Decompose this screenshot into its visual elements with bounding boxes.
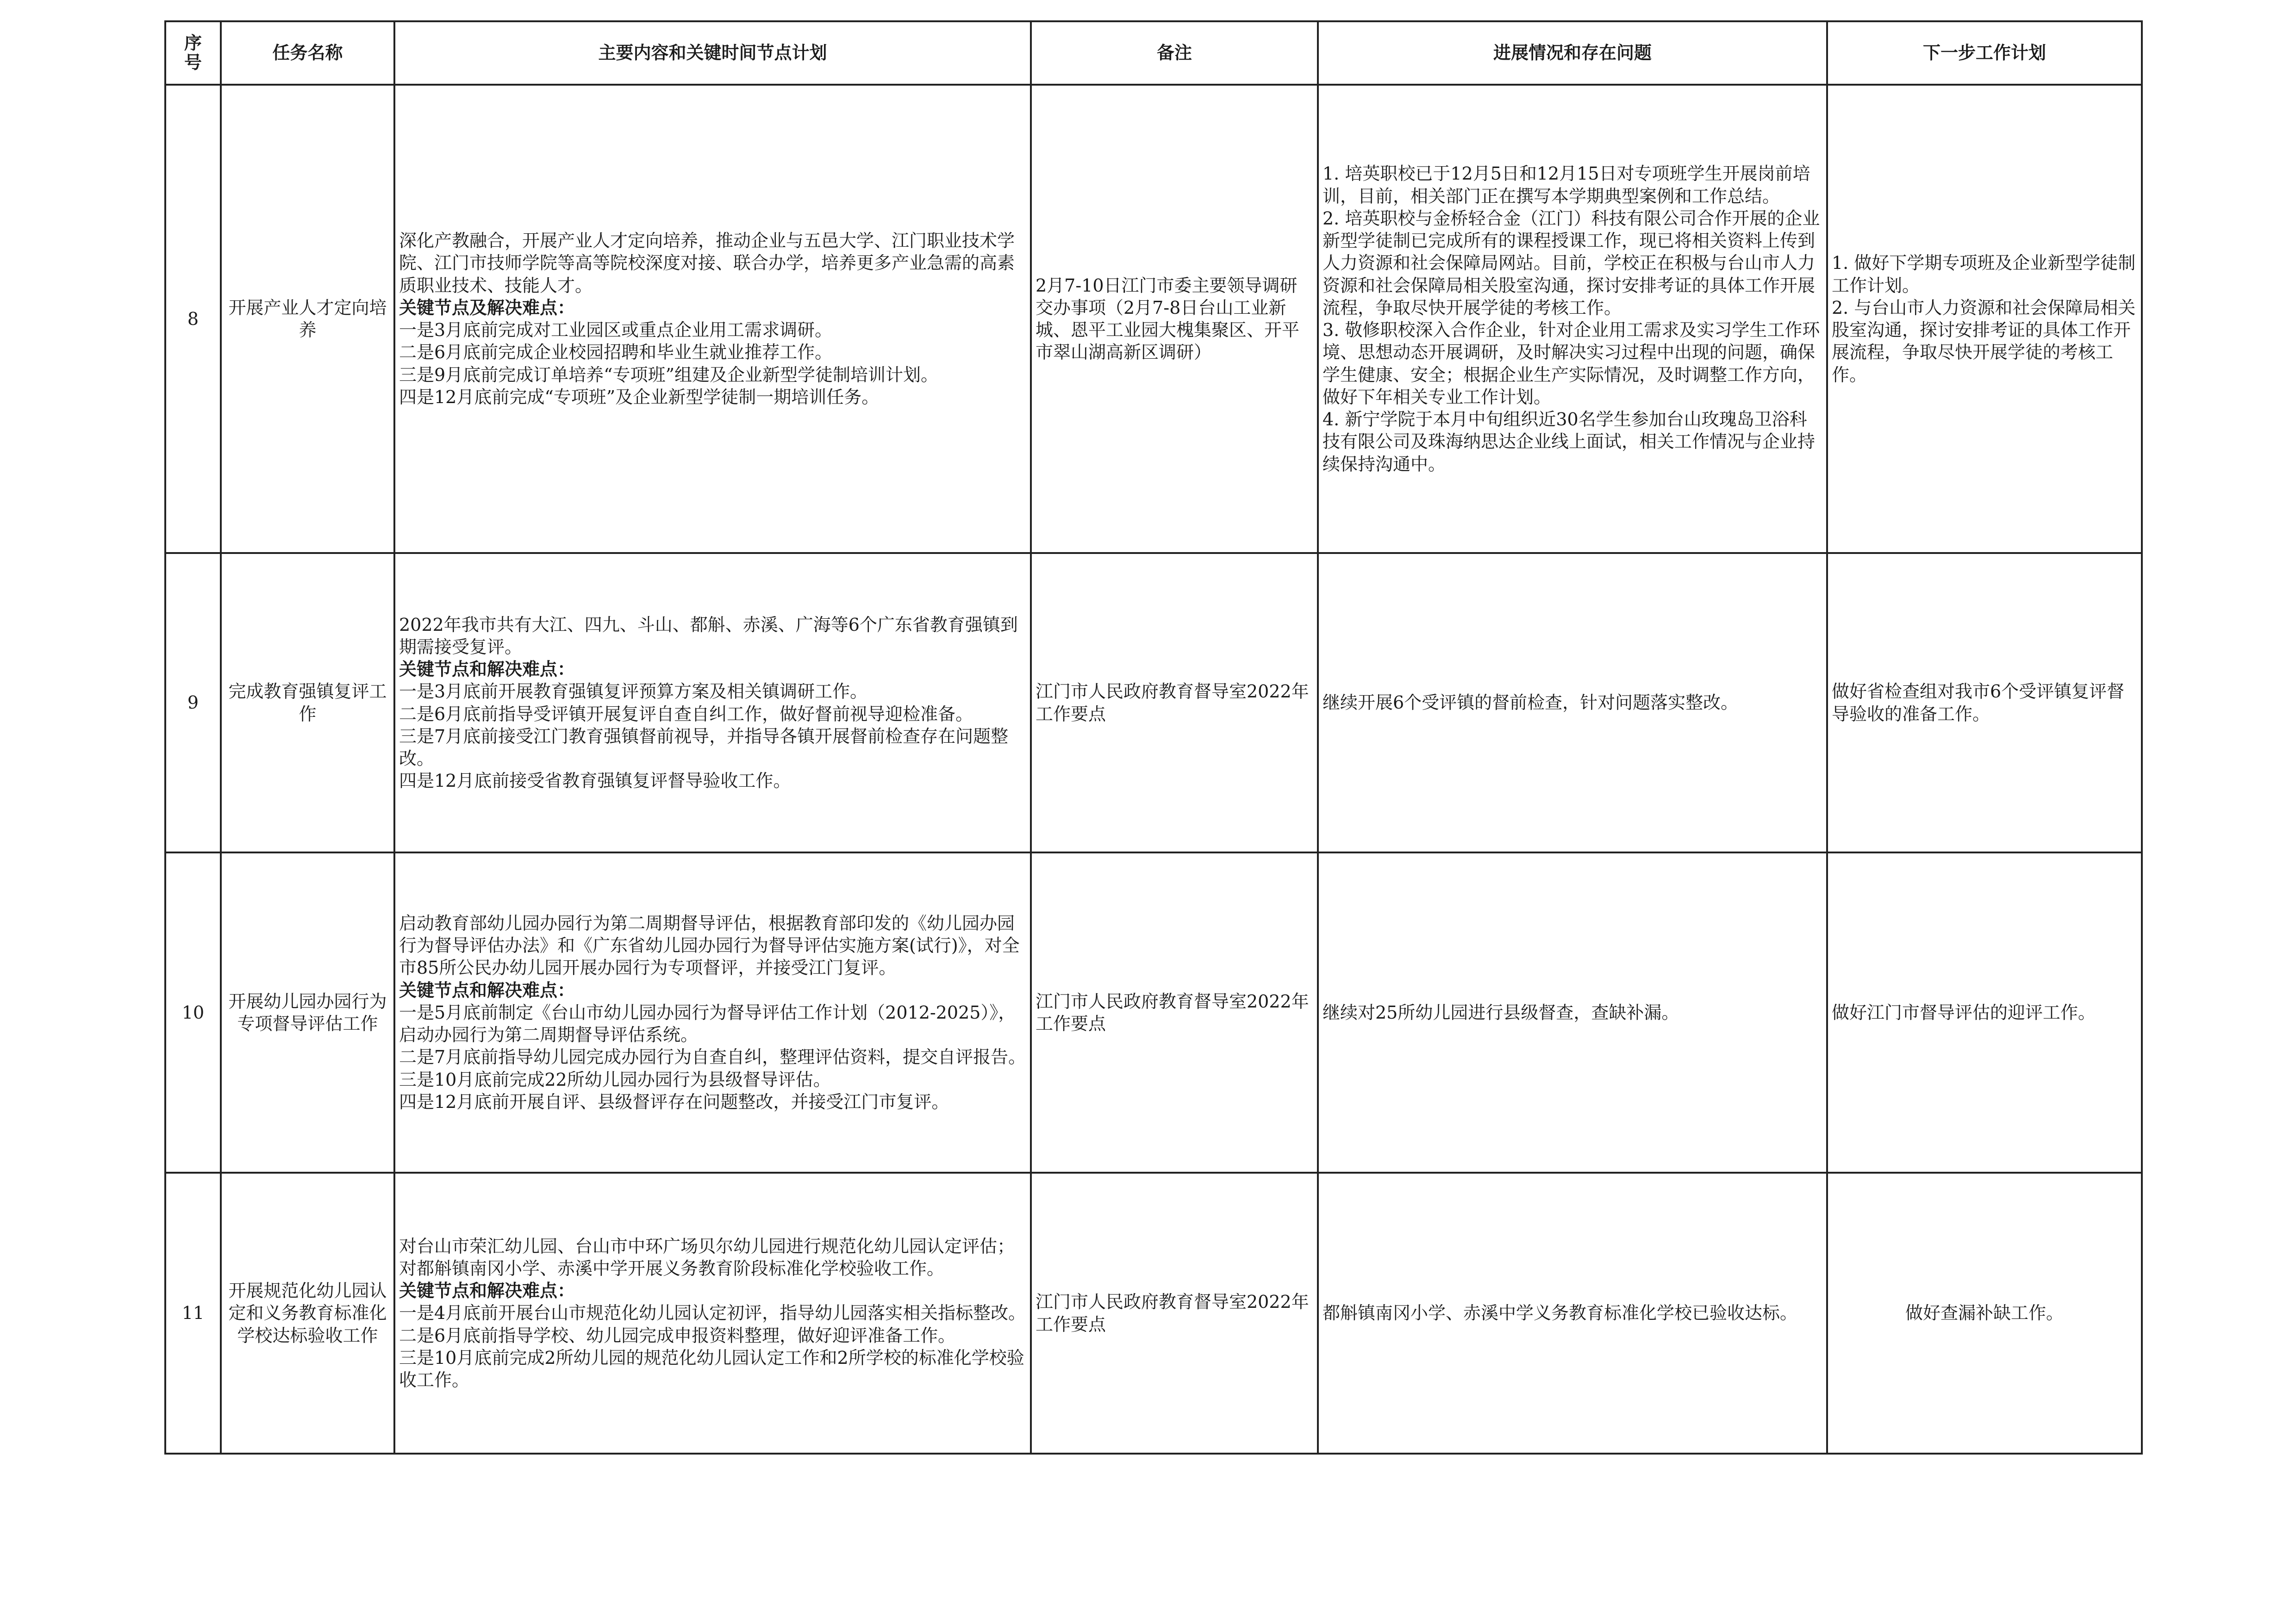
table-row: [165, 85, 2142, 553]
progress-item: 2. 培英职校与金桥轻合金（江门）科技有限公司合作开展的企业新型学徒制已完成所有的课程授课工作，现已将相关资料上传到人力资源和社会保障局网站。目前，学校正在积极与台山市人力资源和社会保障局相关股室沟通，探讨安排考证的具体工作开展流程，争取尽快开展学徒的考核工作。: [1323, 208, 1820, 318]
row-seq: 9: [165, 553, 221, 852]
table-row: [165, 553, 2142, 852]
row-next: [1827, 852, 2142, 1173]
progress-item: 3. 敬修职校深入合作企业，针对企业用工需求及实习学生工作环境、思想动态开展调研，及时解决实习过程中出现的问题，确保学生健康、安全；根据企业生产实际情况，及时调整工作方向，做好下年相关专业工作计划。: [1323, 320, 1820, 407]
table-row: [165, 1173, 2142, 1454]
header-seq: [165, 21, 221, 85]
content-line: 四是12月底前完成“专项班”及企业新型学徒制一期培训任务。: [399, 386, 880, 407]
content-line: 二是6月底前完成企业校园招聘和毕业生就业推荐工作。: [399, 342, 833, 363]
row-progress: [1318, 553, 1827, 852]
progress-item: 继续对25所幼儿园进行县级督查，查缺补漏。: [1323, 1002, 1679, 1023]
row-next: [1827, 85, 2142, 553]
content-line: 三是10月底前完成22所幼儿园办园行为县级督导评估。: [399, 1069, 831, 1090]
header-seq-char-1: 序: [184, 32, 202, 53]
content-line: 三是9月底前完成订单培养“专项班”组建及企业新型学徒制培训计划。: [399, 364, 939, 385]
content-heading: 关键节点和解决难点：: [399, 1280, 575, 1301]
content-line: 二是7月底前指导幼儿园完成办园行为自查自纠，整理评估资料，提交自评报告。: [399, 1047, 1026, 1068]
row-next: [1827, 1173, 2142, 1454]
row-progress: [1318, 1173, 1827, 1454]
content-heading: 关键节点及解决难点：: [399, 297, 575, 318]
row-task: 开展产业人才定向培养: [221, 85, 394, 553]
content-line: 2022年我市共有大江、四九、斗山、都斛、赤溪、广海等6个广东省教育强镇到期需接受复评。: [399, 614, 1018, 657]
row-remark: 江门市人民政府教育督导室2022年工作要点: [1031, 1173, 1318, 1454]
row-content: [394, 852, 1031, 1173]
row-task: 开展规范化幼儿园认定和义务教育标准化学校达标验收工作: [221, 1173, 394, 1454]
content-heading: 关键节点和解决难点：: [399, 659, 575, 679]
content-line: 一是3月底前完成对工业园区或重点企业用工需求调研。: [399, 320, 833, 340]
next-item: 1. 做好下学期专项班及企业新型学徒制工作计划。: [1832, 253, 2136, 296]
content-line: 启动教育部幼儿园办园行为第二周期督导评估，根据教育部印发的《幼儿园办园行为督导评估办法》和《广东省幼儿园办园行为督导评估实施方案(试行)》，对全市85所公民办幼儿园开展办园行为专项督评，并接受江门复评。: [399, 913, 1020, 978]
row-progress: [1318, 85, 1827, 553]
row-content: [394, 85, 1031, 553]
table-row: [165, 852, 2142, 1173]
header-next: 下一步工作计划: [1827, 21, 2142, 85]
row-seq: 11: [165, 1173, 221, 1454]
content-line: 二是6月底前指导学校、幼儿园完成申报资料整理，做好迎评准备工作。: [399, 1325, 956, 1346]
next-item: 2. 与台山市人力资源和社会保障局相关股室沟通，探讨安排考证的具体工作开展流程，争取尽快开展学徒的考核工作。: [1832, 297, 2136, 385]
next-item: 做好省检查组对我市6个受评镇复评督导验收的准备工作。: [1832, 681, 2125, 724]
row-content: [394, 1173, 1031, 1454]
table-header-row: [165, 21, 2142, 85]
row-seq: 8: [165, 85, 221, 553]
row-remark: 江门市人民政府教育督导室2022年工作要点: [1031, 553, 1318, 852]
progress-item: 都斛镇南冈小学、赤溪中学义务教育标准化学校已验收达标。: [1323, 1303, 1798, 1324]
content-line: 深化产教融合，开展产业人才定向培养，推动企业与五邑大学、江门职业技术学院、江门市技师学院等高等院校深度对接、联合办学，培养更多产业急需的高素质职业技术、技能人才。: [399, 230, 1015, 296]
next-item: 做好江门市督导评估的迎评工作。: [1832, 1002, 2096, 1023]
row-task: 开展幼儿园办园行为专项督导评估工作: [221, 852, 394, 1173]
content-line: 四是12月底前开展自评、县级督评存在问题整改，并接受江门市复评。: [399, 1091, 949, 1112]
row-remark: 2月7-10日江门市委主要领导调研交办事项（2月7-8日台山工业新城、恩平工业园大槐集聚区、开平市翠山湖高新区调研）: [1031, 85, 1318, 553]
header-plan: 主要内容和关键时间节点计划: [394, 21, 1031, 85]
progress-item: 继续开展6个受评镇的督前检查，针对问题落实整改。: [1323, 692, 1739, 713]
row-remark: 江门市人民政府教育督导室2022年工作要点: [1031, 852, 1318, 1173]
content-line: 对台山市荣汇幼儿园、台山市中环广场贝尔幼儿园进行规范化幼儿园认定评估；对都斛镇南冈小学、赤溪中学开展义务教育阶段标准化学校验收工作。: [399, 1236, 1015, 1279]
header-remark: 备注: [1031, 21, 1318, 85]
header-progress: 进展情况和存在问题: [1318, 21, 1827, 85]
row-progress: [1318, 852, 1827, 1173]
content-line: 三是7月底前接受江门教育强镇督前视导，并指导各镇开展督前检查存在问题整改。: [399, 726, 1009, 769]
content-heading: 关键节点和解决难点：: [399, 979, 575, 1001]
content-line: 三是10月底前完成2所幼儿园的规范化幼儿园认定工作和2所学校的标准化学校验收工作。: [399, 1347, 1024, 1391]
row-seq: 10: [165, 852, 221, 1173]
work-plan-table: [164, 20, 2143, 1455]
content-line: 四是12月底前接受省教育强镇复评督导验收工作。: [399, 771, 791, 791]
header-seq-char-2: 号: [184, 52, 202, 73]
progress-item: 4. 新宁学院于本月中旬组织近30名学生参加台山玫瑰岛卫浴科技有限公司及珠海纳思达企业线上面试，相关工作情况与企业持续保持沟通中。: [1323, 409, 1816, 474]
progress-item: 1. 培英职校已于12月5日和12月15日对专项班学生开展岗前培训，目前，相关部门正在撰写本学期典型案例和工作总结。: [1323, 163, 1810, 206]
header-task: 任务名称: [221, 21, 394, 85]
row-task: 完成教育强镇复评工作: [221, 553, 394, 852]
content-line: 一是3月底前开展教育强镇复评预算方案及相关镇调研工作。: [399, 681, 868, 702]
next-item: 做好查漏补缺工作。: [1905, 1303, 2064, 1324]
row-content: [394, 553, 1031, 852]
row-next: [1827, 553, 2142, 852]
content-line: 一是5月底前制定《台山市幼儿园办园行为督导评估工作计划（2012-2025）》，启动办园行为第二周期督导评估系统。: [399, 1002, 1016, 1045]
content-line: 二是6月底前指导受评镇开展复评自查自纠工作，做好督前视导迎检准备。: [399, 703, 973, 724]
content-line: 一是4月底前开展台山市规范化幼儿园认定初评，指导幼儿园落实相关指标整改。: [399, 1303, 1026, 1324]
